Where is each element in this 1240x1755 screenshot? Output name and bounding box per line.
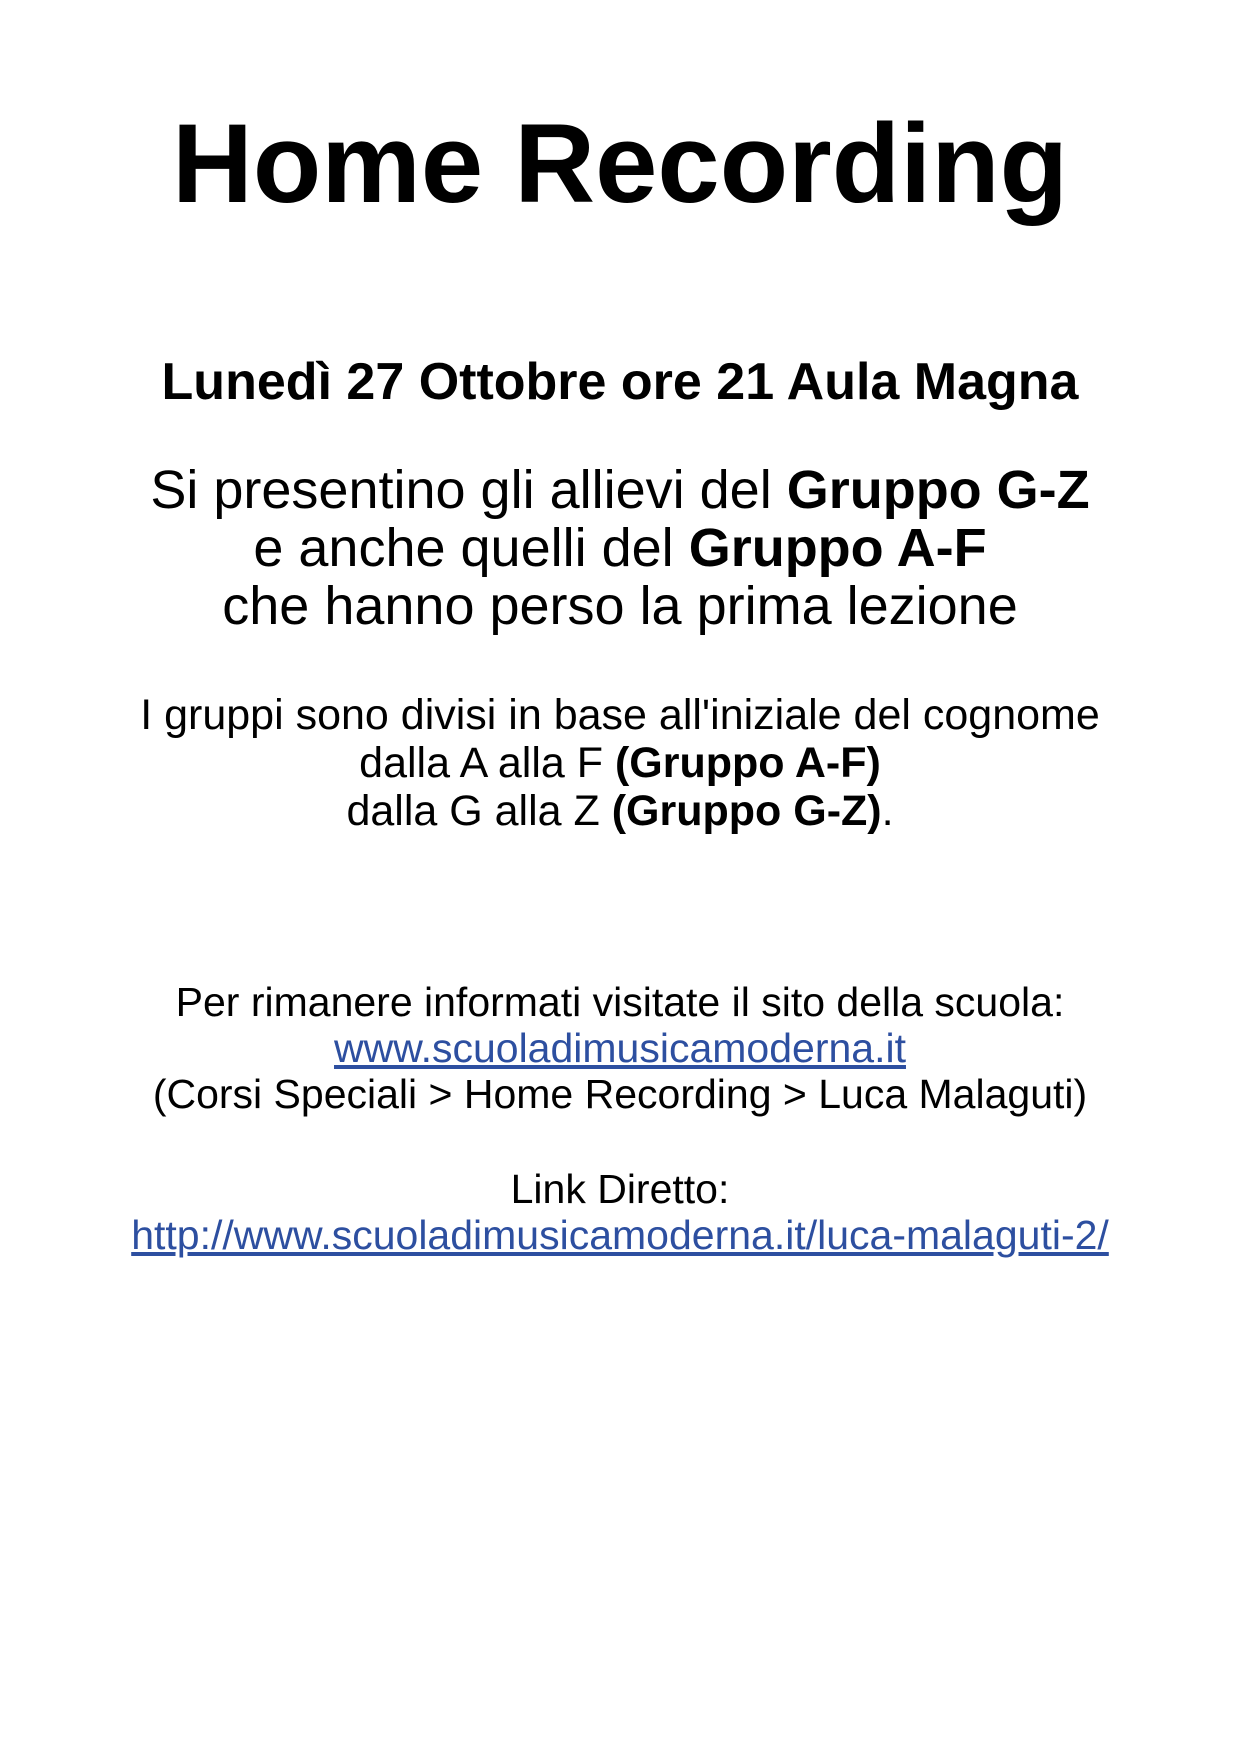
page-title: Home Recording	[171, 101, 1069, 226]
direct-link-line	[0, 1212, 1240, 1258]
groups-line-3-end: .	[881, 787, 894, 835]
site-link-line	[0, 1025, 1240, 1071]
group-af-label: Gruppo A-F	[688, 518, 987, 578]
groups-line-3	[0, 787, 1240, 835]
info-paragraph	[0, 979, 1240, 1117]
group-gz-label: Gruppo G-Z	[786, 460, 1090, 520]
intro-line-1	[0, 461, 1240, 519]
site-path: (Corsi Speciali > Home Recording > Luca Malaguti)	[152, 1071, 1088, 1117]
intro-line-2-text: e anche quelli del	[253, 518, 689, 578]
info-line: Per rimanere informati visitate il sito della scuola:	[175, 979, 1065, 1025]
event-date-location: Lunedì 27 Ottobre ore 21 Aula Magna	[161, 353, 1079, 411]
groups-line-2	[0, 739, 1240, 787]
direct-link-label: Link Diretto:	[510, 1166, 730, 1212]
groups-line-1: I gruppi sono divisi in base all'iniziale del cognome	[140, 691, 1100, 739]
school-website-link[interactable]: www.scuoladimusicamoderna.it	[334, 1025, 906, 1071]
groups-line-3-text: dalla G alla Z	[346, 787, 612, 835]
intro-line-1-text: Si presentino gli allievi del	[150, 460, 787, 520]
intro-line-2	[0, 519, 1240, 577]
groups-line-2-text: dalla A alla F	[359, 739, 615, 787]
direct-link[interactable]: http://www.scuoladimusicamoderna.it/luca-malaguti-2/	[131, 1212, 1109, 1258]
group-af-range: (Gruppo A-F)	[614, 739, 881, 787]
intro-paragraph	[0, 461, 1240, 635]
direct-link-paragraph	[0, 1166, 1240, 1258]
intro-line-3: che hanno perso la prima lezione	[222, 576, 1018, 636]
groups-paragraph	[0, 691, 1240, 835]
group-gz-range: (Gruppo G-Z)	[611, 787, 882, 835]
